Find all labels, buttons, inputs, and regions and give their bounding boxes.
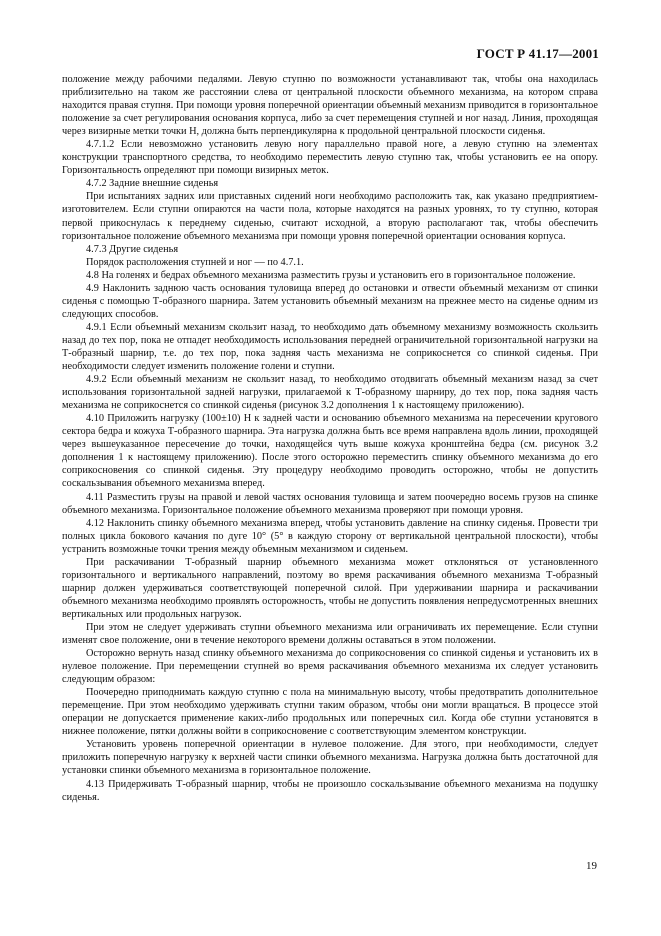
- paragraph-4-13: 4.13 Придерживать Т-образный шарнир, чтобы не произошло соскальзывание объемного механизма на подушку сиденья.: [62, 778, 598, 803]
- paragraph-swinging: При раскачивании Т-образный шарнир объемного механизма может отклоняться от установленного горизонтального и вертикального направлений, поэтому во время раскачивания объемного механизма Т-образный шарнир должен удерживаться соответствующей поперечной силой. При удерживании шарнира и раскачивании объемного механизма необходимо проявлять осторожность, чтобы не допустить появления непредусмотренных внешних вертикальных или продольных нагрузок.: [62, 556, 598, 620]
- paragraph-rear-seats: При испытаниях задних или приставных сидений ноги необходимо расположить так, как указано предприятием-изготовителем. Если ступни опираются на части пола, которые находятся на разных уровнях, то ту ступню, которая первой прикоснулась к переднему сиденью, считают исходной, а вторую располагают так, чтобы обеспечить горизонтальное положение объемного механизма при помощи уровня поперечной ориентации основания корпуса.: [62, 191, 598, 242]
- paragraph-4-9-2: 4.9.2 Если объемный механизм не скользит назад, то необходимо отодвигать объемный механизм назад за счет использования горизонтальной задней нагрузки, прилагаемой к Т-образному шарниру, до тех пор, пока задняя часть механизма не соприкоснется со спинкой сиденья (рисунок 3.2 дополнения 1 к настоящему приложению).: [62, 374, 598, 412]
- document-body: [62, 73, 598, 804]
- heading-4-7-2: 4.7.2 Задние внешние сиденья: [86, 178, 219, 190]
- paragraph-4-8: 4.8 На голенях и бедрах объемного механизма разместить грузы и установить его в горизонтальное положение.: [86, 269, 576, 281]
- paragraph-return-back: Осторожно вернуть назад спинку объемного механизма до соприкосновения со спинкой сиденья и установить их в нулевое положение. При перемещении ступней во время раскачивания объемного механизма их следует установить следующим образом:: [62, 648, 598, 686]
- paragraph-4-12: 4.12 Наклонить спинку объемного механизма вперед, чтобы установить давление на спинку сиденья. Провести три полных цикла бокового качания по дуге 10° (5° в каждую сторону от вертикальной центральной плоскости), чтобы устранить возможные точки трения между объемным механизмом и сиденьем.: [62, 517, 598, 555]
- paragraph-4-9: 4.9 Наклонить заднюю часть основания туловища вперед до остановки и отвести объемный механизм от спинки сиденья с помощью Т-образного шарнира. Затем установить объемный механизм на прежнее место на сиденье одним из следующих способов.: [62, 282, 598, 320]
- paragraph-feet-hold: При этом не следует удерживать ступни объемного механизма или ограничивать их перемещение. Если ступни изменят свое положение, они в течение некоторого времени должны оставаться в этом положении.: [62, 621, 598, 647]
- paragraph-4-10: 4.10 Приложить нагрузку (100±10) Н к задней части и основанию объемного механизма на пересечении кругового сектора бедра и кожуха Т-образного шарнира. Эта нагрузка должна быть все время направлена вдоль линии, проходящей через вышеуказанное пересечение до точки, находящейся чуть выше кожуха кронштейна бедра (см. рисунок 3.2 дополнения 1 к настоящему приложению). После этого осторожно переместить спинку объемного механизма до его соприкосновения со спинкой сиденья. Эту процедуру необходимо проводить осторожно, чтобы не допустить соскальзывания объемного механизма вперед.: [62, 413, 598, 490]
- paragraph-4-11: 4.11 Разместить грузы на правой и левой частях основания туловища и затем поочередно восемь грузов на спинке объемного механизма. Горизонтальное положение объемного механизма проверяют при помощи уровня.: [62, 491, 598, 516]
- paragraph-lift-feet: Поочередно приподнимать каждую ступню с пола на минимальную высоту, чтобы предотвратить дополнительное перемещение. При этом необходимо удерживать ступни таким образом, чтобы они могли вращаться. В процессе этой операции не допускается применение каких-либо продольных или поперечных сил. Когда обе ступни установятся в нижнее положение, пятки должны войти в соприкосновение с соответствующим элементом конструкции.: [62, 687, 598, 738]
- paragraph-continuation: положение между рабочими педалями. Левую ступню по возможности устанавливают так, чтобы она находилась приблизительно на таком же расстоянии слева от центральной плоскости объемного механизма, на котором справа находится правая ступня. При помощи уровня поперечной ориентации объемный механизм приводится в горизонтальное положение за счет регулирования основания корпуса, либо за счет перемещения ступней и ног назад. Линия, проходящая через визирные метки точки H, должна быть перпендикулярна к продольной центральной плоскости сиденья.: [62, 74, 598, 138]
- paragraph-4-7-1-2: 4.7.1.2 Если невозможно установить левую ногу параллельно правой ноге, а левую ступню на элементах конструкции транспортного средства, то необходимо переместить левую ступню так, чтобы установить ее на опору. Горизонтальность определяют при помощи визирных меток.: [62, 139, 598, 177]
- paragraph-other-seats: Порядок расположения ступней и ног — по 4.7.1.: [86, 256, 304, 268]
- page-number: 19: [586, 860, 597, 872]
- paragraph-level-zero: Установить уровень поперечной ориентации в нулевое положение. Для этого, при необходимости, следует приложить поперечную нагрузку к верхней части спинки объемного механизма. Нагрузка должна быть достаточной для установки спинки объемного механизма в горизонтальное положение.: [62, 739, 598, 777]
- document-header: ГОСТ Р 41.17—2001: [476, 46, 599, 61]
- paragraph-4-9-1: 4.9.1 Если объемный механизм скользит назад, то необходимо дать объемному механизму возможность скользить назад до тех пор, пока не отпадет необходимость использования передней ограничительной горизонтальной нагрузки на Т-образный шарнир, т.е. до тех пор, пока задняя часть механизма не соприкоснется со спинкой сиденья. При необходимости следует изменить положение голени и ступни.: [62, 321, 598, 373]
- heading-4-7-3: 4.7.3 Другие сиденья: [86, 243, 179, 255]
